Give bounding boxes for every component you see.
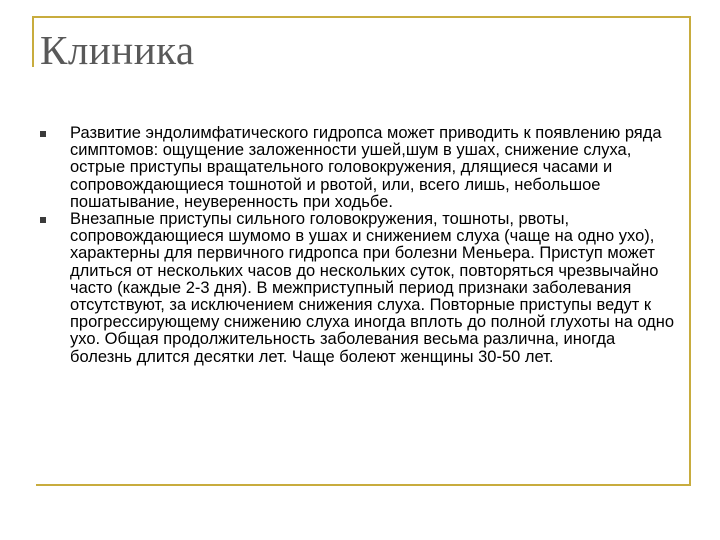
square-bullet-icon <box>40 217 46 223</box>
frame-right-line <box>689 16 691 485</box>
bullet-item <box>40 125 680 211</box>
bullet-list <box>40 125 680 366</box>
bullet-text: Развитие эндолимфатического гидропса может приводить к появлению ряда симптомов: ощущение заложенности ушей,шум в ушах, снижение слуха, острые приступы вращательного головокружения, длящиеся часами и сопровождающиеся тошнотой и рвотой, или, всего лишь, небольшое пошатывание, неуверенность при ходьбе. <box>70 124 662 211</box>
frame-top-line <box>32 16 691 18</box>
bullet-text: Внезапные приступы сильного головокружения, тошноты, рвоты, сопровождающиеся шумомо в ушах и снижением слуха (чаще на одно ухо), характерны для первичного гидропса при болезни Меньера. Приступ может длиться от нескольких часов до нескольких суток, повторяться чрезвычайно часто (каждые 2-3 дня). В межприступный период признаки заболевания отсутствуют, за исключением снижения слуха. Повторные приступы ведут к прогрессирующему снижению слуха иногда вплоть до полной глухоты на одно ухо. Общая продолжительность заболевания весьма различна, иногда болезнь длится десятки лет. Чаще болеют женщины 30-50 лет. <box>70 210 675 366</box>
bullet-item <box>40 211 680 366</box>
frame-bottom-line <box>36 484 691 486</box>
slide-title: Клиника <box>40 27 195 73</box>
square-bullet-icon <box>40 131 46 137</box>
frame-left-line <box>32 16 34 67</box>
